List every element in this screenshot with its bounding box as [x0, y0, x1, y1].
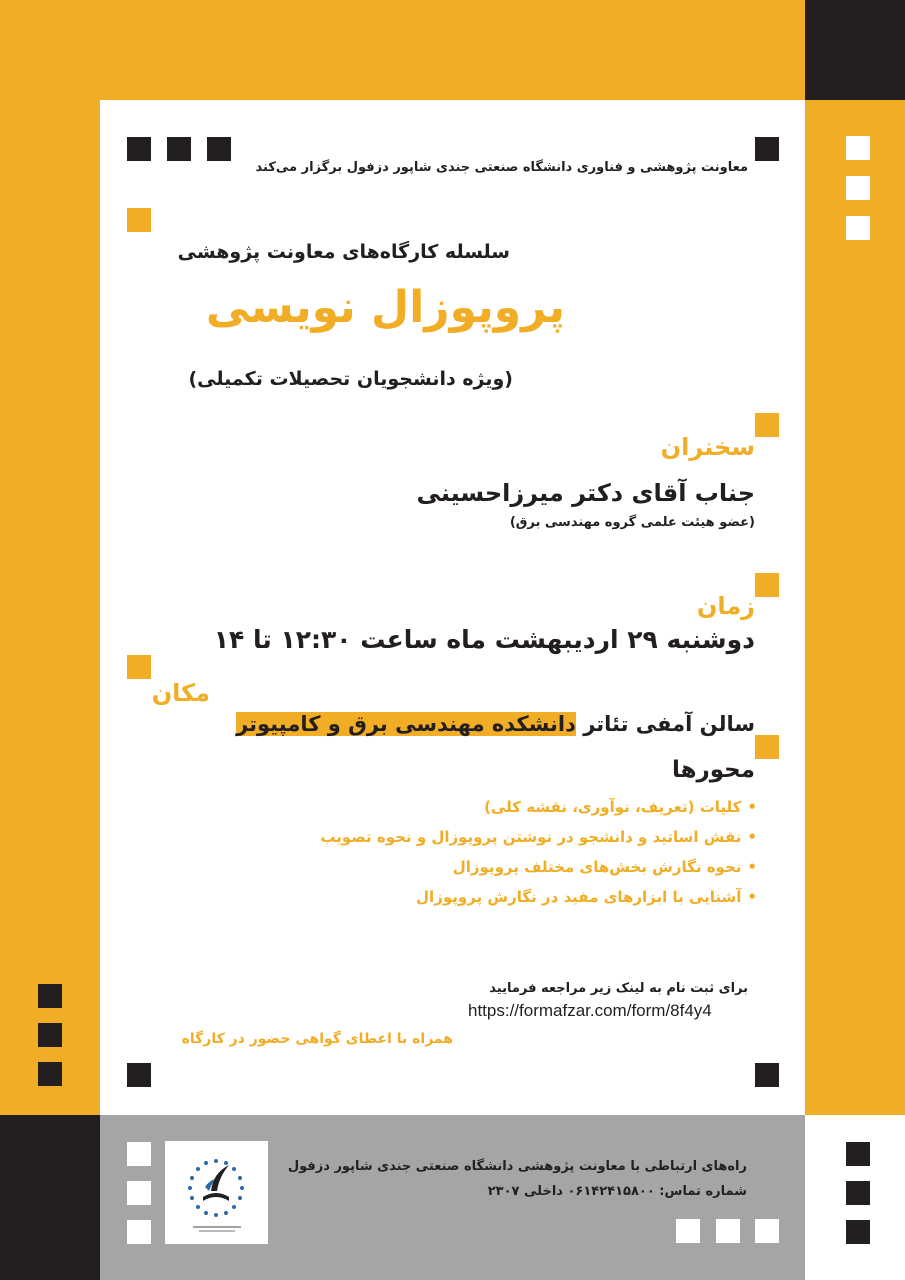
- decor-square: [127, 137, 151, 161]
- decor-square: [127, 655, 151, 679]
- topics-list: [157, 796, 757, 916]
- decor-square: [846, 136, 870, 160]
- bullet-icon: •: [747, 828, 757, 846]
- place-heading: مکان: [151, 679, 210, 707]
- place-line: [105, 712, 755, 736]
- bullet-icon: •: [747, 858, 757, 876]
- audience-note: (ویژه دانشجویان تحصیلات تکمیلی): [188, 368, 513, 390]
- right-accent-stripe: [805, 100, 905, 1115]
- decor-square: [207, 137, 231, 161]
- decor-square: [755, 1219, 779, 1243]
- place-prefix: سالن آمفی تئاتر: [575, 712, 755, 736]
- list-item: [157, 886, 757, 916]
- bullet-icon: •: [747, 888, 757, 906]
- top-right-dark-block: [805, 0, 905, 100]
- decor-square: [846, 1142, 870, 1166]
- time-heading: زمان: [696, 592, 755, 620]
- decor-square: [755, 735, 779, 759]
- contact-phone: شماره تماس: ۰۶۱۴۲۴۱۵۸۰۰ داخلی ۲۳۰۷: [487, 1184, 747, 1199]
- decor-square: [716, 1219, 740, 1243]
- registration-link[interactable]: https://formafzar.com/form/8f4y4: [468, 1001, 712, 1020]
- registration-note: برای ثبت نام به لینک زیر مراجعه فرمایید: [489, 981, 748, 996]
- page-title: پروپوزال نویسی: [205, 282, 565, 333]
- decor-square: [846, 1181, 870, 1205]
- decor-square: [127, 1142, 151, 1166]
- decor-square: [38, 1062, 62, 1086]
- organizer-line: معاونت پژوهشی و فناوری دانشگاه صنعتی جندی شاپور دزفول برگزار می‌کند: [255, 160, 748, 175]
- decor-square: [846, 176, 870, 200]
- topic-text: کلیات (تعریف، نوآوری، نقشه کلی): [484, 798, 742, 816]
- decor-square: [755, 573, 779, 597]
- list-item: [157, 826, 757, 856]
- decor-square: [127, 208, 151, 232]
- list-item: [157, 856, 757, 886]
- decor-square: [755, 1063, 779, 1087]
- decor-square: [127, 1220, 151, 1244]
- speaker-name: جناب آقای دکتر میرزاحسینی: [416, 479, 755, 507]
- decor-square: [755, 413, 779, 437]
- speaker-heading: سخنران: [660, 433, 755, 461]
- topics-heading: محورها: [671, 757, 755, 783]
- decor-square: [167, 137, 191, 161]
- top-accent-band: [0, 0, 805, 100]
- contact-title: راه‌های ارتباطی با معاونت پژوهشی دانشگاه صنعتی جندی شاپور دزفول: [287, 1159, 747, 1174]
- bottom-left-dark-block: [0, 1115, 100, 1280]
- decor-square: [755, 137, 779, 161]
- list-item: [157, 796, 757, 826]
- decor-square: [127, 1181, 151, 1205]
- decor-square: [38, 984, 62, 1008]
- decor-square: [846, 216, 870, 240]
- topic-text: آشنایی با ابزارهای مفید در نگارش پروپوزال: [416, 888, 742, 906]
- decor-square: [846, 1220, 870, 1244]
- topic-text: نقش اساتید و دانشجو در نوشتن پروپوزال و نحوه تصویب: [320, 828, 742, 846]
- series-title: سلسله کارگاه‌های معاونت پژوهشی: [177, 241, 510, 263]
- bullet-icon: •: [747, 798, 757, 816]
- certificate-note: همراه با اعطای گواهی حضور در کارگاه: [181, 1031, 453, 1047]
- topic-text: نحوه نگارش بخش‌های مختلف پروپوزال: [452, 858, 742, 876]
- left-accent-stripe: [0, 100, 100, 1115]
- place-highlight: دانشکده مهندسی برق و کامپیوتر: [236, 712, 576, 736]
- decor-square: [127, 1063, 151, 1087]
- decor-square: [676, 1219, 700, 1243]
- speaker-role: (عضو هیئت علمی گروه مهندسی برق): [509, 515, 755, 530]
- time-value: دوشنبه ۲۹ اردیبهشت ماه ساعت ۱۲:۳۰ تا ۱۴: [213, 625, 755, 654]
